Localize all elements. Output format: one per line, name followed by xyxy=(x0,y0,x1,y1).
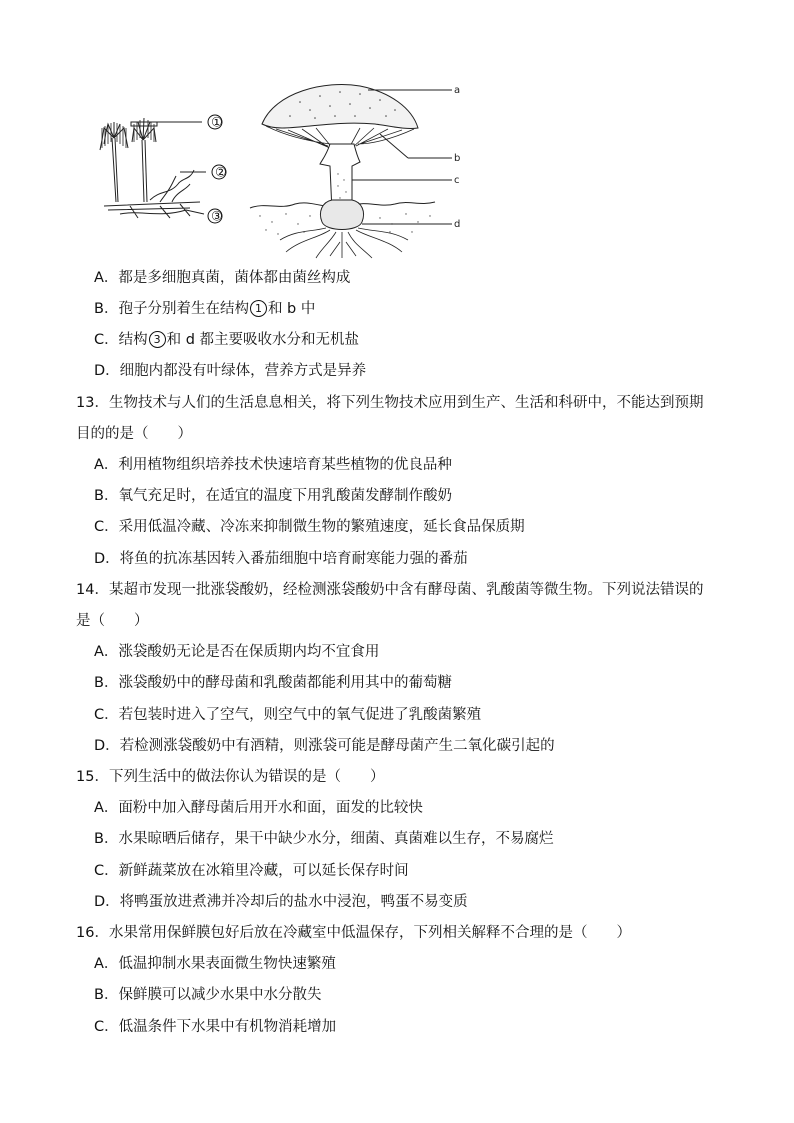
mushroom-base xyxy=(320,200,363,230)
q13-option-a: A．利用植物组织培养技术快速培育某些植物的优良品种 xyxy=(94,457,452,473)
q14-stem-line1: 14．某超市发现一批涨袋酸奶，经检测涨袋酸奶中含有酵母菌、乳酸菌等微生物。下列说法错误的 xyxy=(76,582,704,598)
mushroom-label-b: b xyxy=(454,153,461,164)
q13-stem-line2: 目的的是（ ） xyxy=(76,426,192,442)
mold-label-2-text: ② xyxy=(215,165,227,181)
q12-option-b-suffix: 和 b 中 xyxy=(267,301,316,317)
q12-option-c-suffix: 和 d 都主要吸收水分和无机盐 xyxy=(166,332,360,348)
mushroom-hyphae xyxy=(280,228,408,258)
q13-option-c: C．采用低温冷藏、冷冻来抑制微生物的繁殖速度，延长食品保质期 xyxy=(94,519,525,535)
q12-option-b-prefix: B．孢子分别着生在结构 xyxy=(94,301,249,317)
mushroom-drawing xyxy=(250,85,452,258)
mushroom-label-d: d xyxy=(454,219,461,230)
mold-aerial-hyphae xyxy=(150,170,194,202)
mold-label-3 xyxy=(208,209,223,225)
q12-option-c-circle: 3 xyxy=(149,331,166,348)
q12-option-c-prefix: C．结构 xyxy=(94,332,148,348)
q12-option-d: D．细胞内都没有叶绿体，营养方式是异养 xyxy=(94,363,367,379)
q14-option-a: A．涨袋酸奶无论是否在保质期内均不宜食用 xyxy=(94,644,380,660)
mold-brush-right xyxy=(131,118,157,202)
mushroom-label-a: a xyxy=(454,85,461,96)
mold-label-3-text: ③ xyxy=(211,209,223,225)
mold-label-1 xyxy=(208,115,223,131)
q15-option-a: A．面粉中加入酵母菌后用开水和面，面发的比较快 xyxy=(94,800,423,816)
q14-option-c: C．若包装时进入了空气，则空气中的氧气促进了乳酸菌繁殖 xyxy=(94,707,482,723)
q12-option-b xyxy=(94,299,315,319)
q13-option-d: D．将鱼的抗冻基因转入番茄细胞中培育耐寒能力强的番茄 xyxy=(94,551,468,567)
q14-stem-line2: 是（ ） xyxy=(76,613,149,629)
mushroom-cap xyxy=(262,85,418,129)
mold-drawing xyxy=(100,118,206,218)
fungi-figure xyxy=(90,72,470,262)
q16-option-b: B．保鲜膜可以减少水果中水分散失 xyxy=(94,987,322,1003)
q16-stem: 16．水果常用保鲜膜包好后放在冷藏室中低温保存，下列相关解释不合理的是（ ） xyxy=(76,925,631,941)
q14-option-d: D．若检测涨袋酸奶中有酒精，则涨袋可能是酵母菌产生二氧化碳引起的 xyxy=(94,738,555,754)
mold-label-1-text: ① xyxy=(211,115,223,131)
q14-option-b: B．涨袋酸奶中的酵母菌和乳酸菌都能利用其中的葡萄糖 xyxy=(94,675,452,691)
mold-substrate-hyphae xyxy=(104,202,200,218)
q12-option-c xyxy=(94,330,359,350)
q16-option-c: C．低温条件下水果中有机物消耗增加 xyxy=(94,1019,337,1035)
q16-option-a: A．低温抑制水果表面微生物快速繁殖 xyxy=(94,956,336,972)
q13-option-b: B．氧气充足时，在适宜的温度下用乳酸菌发酵制作酸奶 xyxy=(94,488,452,504)
q15-option-b: B．水果晾晒后储存，果干中缺少水分，细菌、真菌难以生存，不易腐烂 xyxy=(94,831,554,847)
q15-option-c: C．新鲜蔬菜放在冰箱里冷藏，可以延长保存时间 xyxy=(94,863,409,879)
mold-brush-left xyxy=(100,122,128,202)
q12-option-b-circle: 1 xyxy=(250,300,267,317)
mushroom-label-c: c xyxy=(454,175,460,186)
q15-option-d: D．将鸭蛋放进煮沸并冷却后的盐水中浸泡，鸭蛋不易变质 xyxy=(94,894,468,910)
q12-option-a: A．都是多细胞真菌，菌体都由菌丝构成 xyxy=(94,270,351,286)
q13-stem-line1: 13．生物技术与人们的生活息息相关，将下列生物技术应用到生产、生活和科研中，不能达到预期 xyxy=(76,395,704,411)
q15-stem: 15．下列生活中的做法你认为错误的是（ ） xyxy=(76,769,385,785)
mold-label-2 xyxy=(212,165,227,181)
